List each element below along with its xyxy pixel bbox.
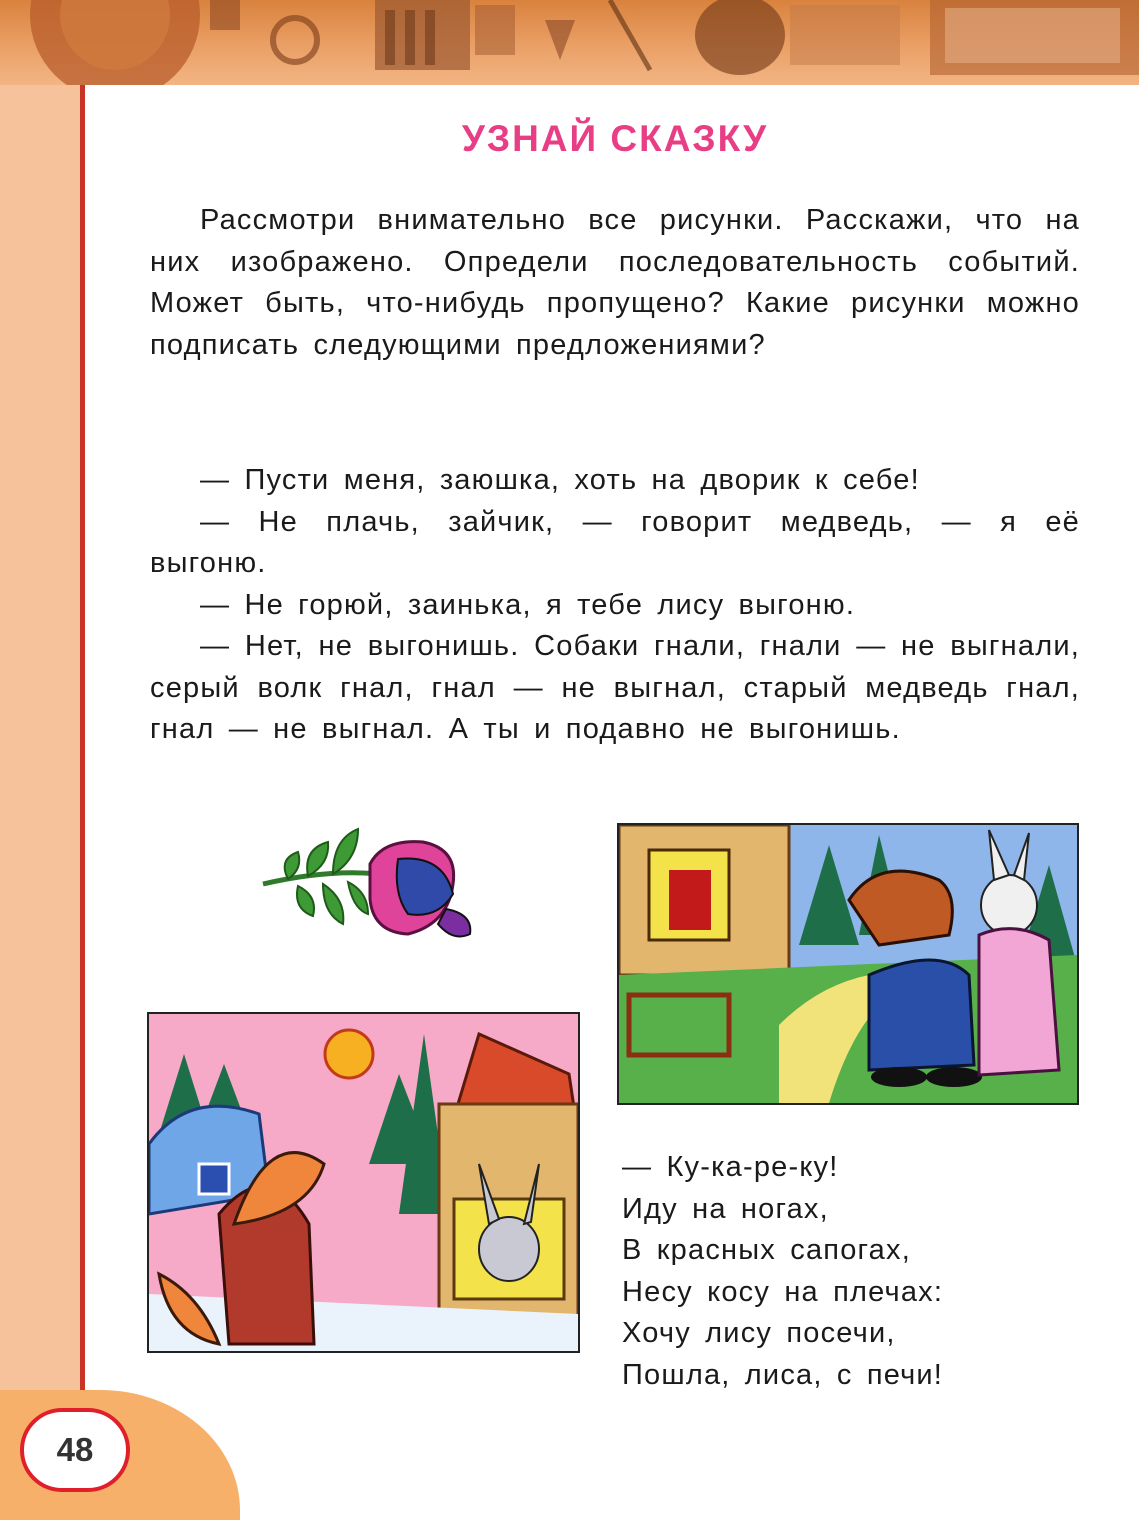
verse-line: Иду на ногах, <box>622 1192 829 1225</box>
header-collage <box>0 0 1139 85</box>
verse-line: — Ку-ка-ре-ку! <box>622 1151 839 1183</box>
verse-line: Пошла, лиса, с печи! <box>622 1358 944 1391</box>
intro-paragraph: Рассмотри внимательно все рисунки. Расскажи, что на них изображено. Определи последовательность событий. Может быть, что-нибудь пропущено? Какие рисунки можно подписать следующими предложениями? <box>150 204 1080 361</box>
verse-line: Хочу лису посечи, <box>622 1317 896 1349</box>
fox-crying-illustration <box>147 1012 580 1353</box>
left-margin-strip <box>0 85 80 1520</box>
page-title: УЗНАЙ СКАЗКУ <box>461 118 769 159</box>
flower-illustration <box>258 824 480 948</box>
verse-line: В красных сапогах, <box>622 1234 911 1266</box>
page-number: 48 <box>20 1408 130 1492</box>
dog-and-hare-illustration <box>617 823 1079 1105</box>
header-decoration-band <box>0 0 1139 85</box>
verse-block <box>622 1147 943 1396</box>
dialog-line: — Не горюй, заинька, я тебе лису выгоню. <box>200 588 856 621</box>
dialog-line: — Не плачь, зайчик, — говорит медведь, — я её выгоню. <box>150 505 1080 579</box>
left-margin-rule <box>80 85 85 1520</box>
dialog-line: — Пусти меня, заюшка, хоть на дворик к себе! <box>200 464 920 496</box>
dialog-block <box>150 460 1080 751</box>
dialog-line: — Нет, не выгонишь. Собаки гнали, гнали — не выгнали, серый волк гнал, гнал — не выгнал, старый медведь гнал, гнал — не выгнал. А ты и подавно не выгонишь. <box>150 630 1080 745</box>
verse-line: Несу косу на плечах: <box>622 1275 944 1308</box>
